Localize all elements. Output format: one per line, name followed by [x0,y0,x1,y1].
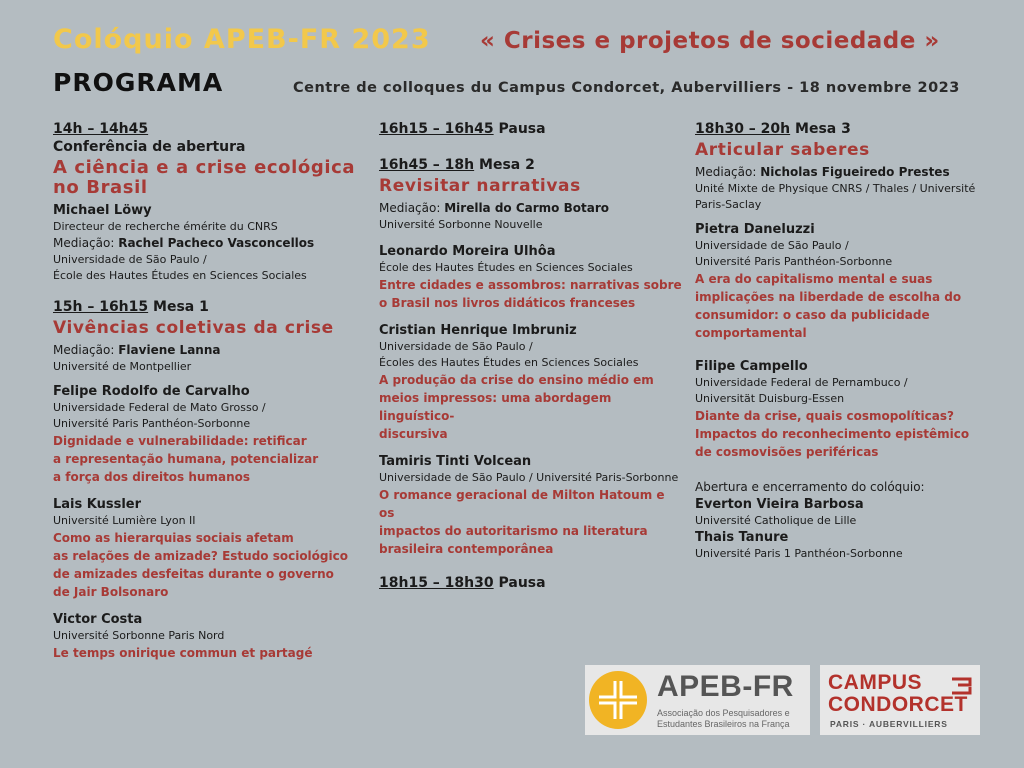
speaker-name: Filipe Campello [695,359,808,374]
opening-speaker: Michael Löwy [53,203,152,218]
speaker-name: Cristian Henrique Imbruniz [379,323,577,338]
talk-title: de Jair Bolsonaro [53,585,169,599]
cc-logo-line2: CONDORCET [828,693,968,716]
apeb-emblem-icon [589,671,647,729]
mesa3-title: Articular saberes [695,140,870,160]
colloquium-title: Colóquio APEB-FR 2023 [53,24,431,55]
mesa1-mediation: Mediação: Flaviene Lanna [53,343,221,357]
speaker-affiliation: École des Hautes Études en Sciences Sociales [379,261,633,274]
closing-speaker-affiliation: Université Paris 1 Panthéon-Sorbonne [695,547,903,560]
talk-title: A era do capitalismo mental e suas [695,272,933,286]
talk-title: de amizades desfeitas durante o governo [53,567,334,581]
talk-item [379,322,684,443]
opening-mediator-affiliation: Universidade de São Paulo / [53,253,207,266]
apeb-fr-logo [585,665,810,735]
opening-title: A ciência e a crise ecológica no Brasil [53,157,356,198]
mesa3-time: 18h30 – 20h Mesa 3 [695,121,851,137]
speaker-affiliation: Universidade Federal de Mato Grosso / [53,401,266,414]
talk-item [379,453,684,558]
talk-title: O romance geracional de Milton Hatoum e os [379,488,665,520]
campus-condorcet-logo [820,665,980,735]
venue-date: Centre de colloques du Campus Condorcet, Aubervilliers - 18 novembre 2023 [293,80,960,96]
talk-title: a representação humana, potencializar [53,452,319,466]
speaker-affiliation: Universidade de São Paulo / Université Paris-Sorbonne [379,471,679,484]
talk-title: Impactos do reconhecimento epistêmico [695,427,970,441]
speaker-name: Lais Kussler [53,497,142,512]
mesa3-mediation: Mediação: Nicholas Figueiredo Prestes [695,165,950,179]
talk-item [53,496,363,601]
talk-title: de cosmovisões periféricas [695,445,879,459]
pause1-time: 16h15 – 16h45 Pausa [379,121,546,137]
speaker-affiliation: Universidade de São Paulo / [695,239,849,252]
condorcet-mark-icon [950,675,972,697]
pause2-time: 18h15 – 18h30 Pausa [379,575,546,591]
talk-title: comportamental [695,326,807,340]
speaker-affiliation: Université Paris Panthéon-Sorbonne [53,417,251,430]
mesa1-time: 15h – 16h15 Mesa 1 [53,299,209,315]
speaker-name: Felipe Rodolfo de Carvalho [53,384,250,399]
program-heading: PROGRAMA [53,68,224,97]
talk-title: as relações de amizade? Estudo sociológico [53,549,348,563]
talk-title: Entre cidades e assombros: narrativas sobre [379,278,682,292]
closing-speaker-name: Thais Tanure [695,530,789,545]
talk-title: discursiva [379,427,448,441]
mesa3-mediator-affiliation: Paris-Saclay [695,198,762,211]
talk-title: A produção da crise do ensino médio em [379,373,654,387]
mesa2-mediator-affiliation: Université Sorbonne Nouvelle [379,218,543,231]
cc-logo-subtitle: PARIS · AUBERVILLIERS [830,719,948,729]
speaker-name: Tamiris Tinti Volcean [379,454,532,469]
talk-item [695,358,995,461]
talk-title: meios impressos: uma abordagem linguístico- [379,391,612,423]
mesa1-mediator-affiliation: Université de Montpellier [53,360,192,373]
opening-label: Conferência de abertura [53,139,246,155]
closing-speaker-name: Everton Vieira Barbosa [695,497,864,512]
program-column-3 [695,120,995,562]
talk-item [53,611,363,662]
talk-title: Le temps onirique commun et partagé [53,646,313,660]
mesa3-mediator-affiliation: Unité Mixte de Physique CNRS / Thales / Université [695,182,976,195]
talk-title: o Brasil nos livros didáticos franceses [379,296,636,310]
closing-label: Abertura e encerramento do colóquio: [695,480,925,494]
mesa1-title: Vivências coletivas da crise [53,318,334,338]
talk-title: a força dos direitos humanos [53,470,250,484]
apeb-logo-text: APEB-FR [657,670,794,703]
program-column-1 [53,120,363,662]
mesa2-time: 16h45 – 18h Mesa 2 [379,157,535,173]
talk-title: Como as hierarquias sociais afetam [53,531,294,545]
apeb-logo-subtitle: Associação dos Pesquisadores e Estudantes Brasileiros na França [657,708,790,729]
talk-title: impactos do autoritarismo na literatura [379,524,648,538]
speaker-name: Pietra Daneluzzi [695,222,815,237]
speaker-name: Leonardo Moreira Ulhôa [379,244,556,259]
talk-item [695,221,995,342]
closing-section [695,479,995,562]
opening-mediator-affiliation: École des Hautes Études en Sciences Sociales [53,269,307,282]
talk-title: Dignidade e vulnerabilidade: retificar [53,434,307,448]
talk-title: Diante da crise, quais cosmopolíticas? [695,409,954,423]
opening-mediation: Mediação: Rachel Pacheco Vasconcellos [53,236,315,250]
talk-title: consumidor: o caso da publicidade [695,308,930,322]
program-column-2 [379,120,684,592]
colloquium-theme: « Crises e projetos de sociedade » [480,28,940,54]
talk-item [53,383,363,486]
opening-speaker-affiliation: Directeur de recherche émérite du CNRS [53,220,278,233]
opening-time: 14h – 14h45 [53,121,149,137]
mesa2-title: Revisitar narrativas [379,176,581,196]
speaker-affiliation: Universidade de São Paulo / [379,340,533,353]
speaker-affiliation: Université Paris Panthéon-Sorbonne [695,255,893,268]
speaker-affiliation: Université Sorbonne Paris Nord [53,629,225,642]
mesa2-mediation: Mediação: Mirella do Carmo Botaro [379,201,609,215]
speaker-affiliation: Universität Duisburg-Essen [695,392,845,405]
talk-item [379,243,684,312]
speaker-affiliation: Universidade Federal de Pernambuco / [695,376,908,389]
talk-title: brasileira contemporânea [379,542,554,556]
closing-speaker-affiliation: Université Catholique de Lille [695,514,857,527]
cc-logo-line1: CAMPUS [828,671,923,694]
talk-title: implicações na liberdade de escolha do [695,290,962,304]
speaker-name: Victor Costa [53,612,143,627]
speaker-affiliation: Université Lumière Lyon II [53,514,196,527]
speaker-affiliation: Écoles des Hautes Études en Sciences Sociales [379,356,639,369]
